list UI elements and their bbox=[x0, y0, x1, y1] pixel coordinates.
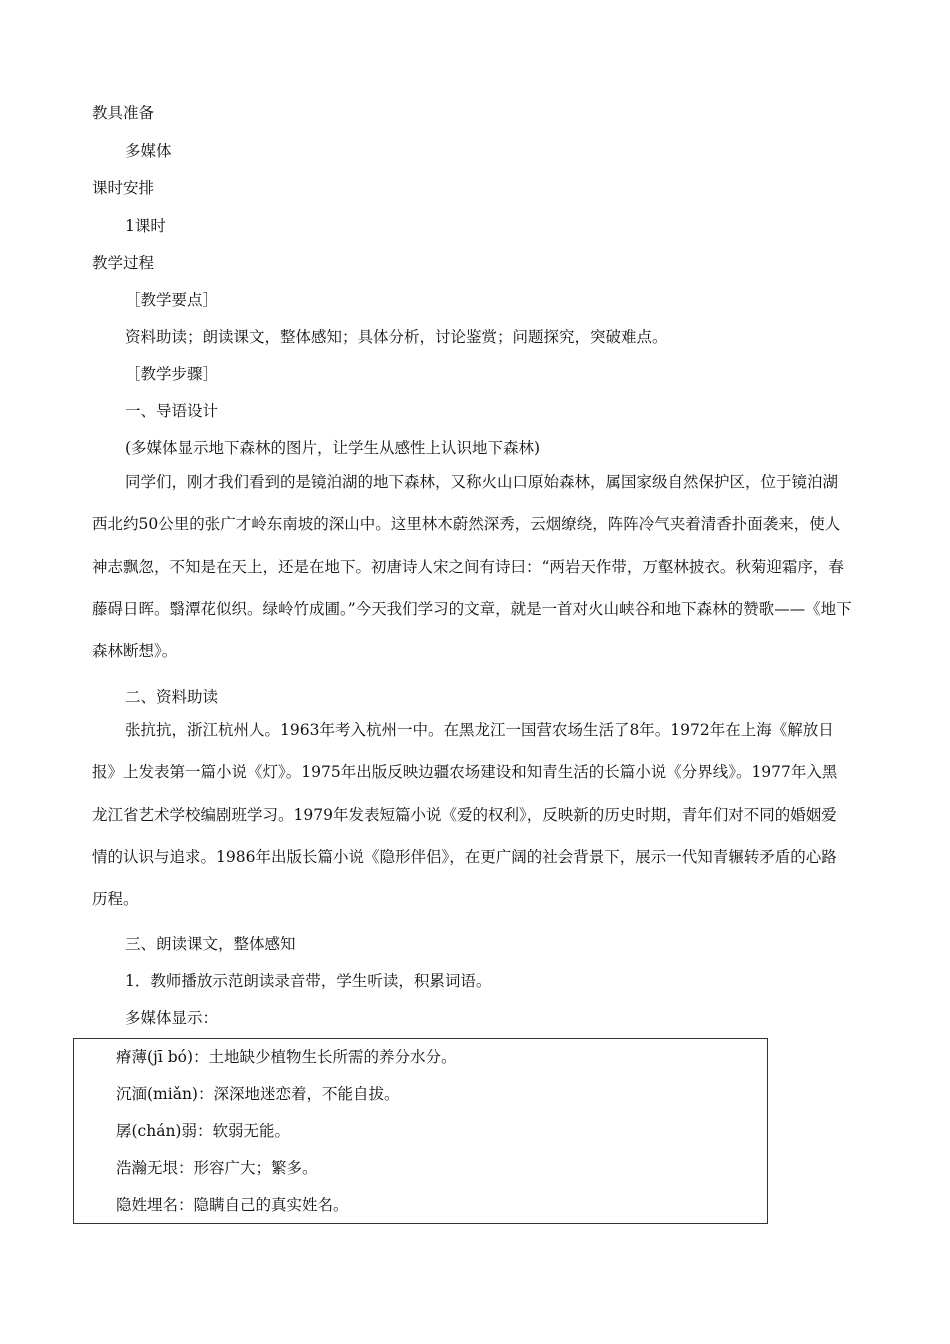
tools-heading: 教具准备 bbox=[92, 104, 155, 122]
key-points-label: ［教学要点］ bbox=[125, 291, 219, 309]
key-points-text: 资料助读；朗读课文，整体感知；具体分析，讨论鉴赏；问题探究，突破难点。 bbox=[125, 328, 668, 346]
vocab-item: 沉湎(miǎn)：深深地迷恋着，不能自拔。 bbox=[116, 1085, 400, 1103]
process-heading: 教学过程 bbox=[92, 254, 155, 272]
step3-item1: 1．教师播放示范朗读录音带，学生听读，积累词语。 bbox=[125, 972, 492, 990]
step1-title: 一、导语设计 bbox=[125, 402, 219, 420]
hours-heading: 课时安排 bbox=[92, 179, 155, 197]
vocab-item: 瘠薄(jī bó)：土地缺少植物生长所需的养分水分。 bbox=[116, 1048, 457, 1066]
step2-paragraph bbox=[92, 709, 852, 920]
step1-paragraph bbox=[92, 461, 852, 672]
step3-title: 三、朗读课文，整体感知 bbox=[125, 935, 296, 953]
media-label: 多媒体显示： bbox=[125, 1009, 219, 1027]
tools-value: 多媒体 bbox=[125, 142, 172, 160]
vocab-item: 隐姓埋名：隐瞒自己的真实姓名。 bbox=[116, 1196, 349, 1214]
vocab-item: 浩瀚无垠：形容广大；繁多。 bbox=[116, 1159, 318, 1177]
hours-value: 1课时 bbox=[125, 217, 166, 235]
steps-label: ［教学步骤］ bbox=[125, 365, 219, 383]
step1-paragraph-text: 同学们，刚才我们看到的是镜泊湖的地下森林，又称火山口原始森林，属国家级自然保护区，位于镜泊湖西北约50公里的张广才岭东南坡的深山中。这里林木蔚然深秀，云烟缭绕，阵阵冷气夹着清香扑面袭来，使人神志飘忽，不知是在天上，还是在地下。初唐诗人宋之间有诗曰：“两岩天作带，万壑林披衣。秋菊迎霜序，春藤碍日晖。翳潭花似织。绿岭竹成圃。”今天我们学习的文章，就是一首对火山峡谷和地下森林的赞歌——《地下森林断想》。 bbox=[92, 473, 852, 661]
step1-note: (多媒体显示地下森林的图片，让学生从感性上认识地下森林) bbox=[125, 439, 541, 457]
step2-paragraph-text: 张抗抗，浙江杭州人。1963年考入杭州一中。在黑龙江一国营农场生活了8年。1972年在上海《解放日报》上发表第一篇小说《灯》。1975年出版反映边疆农场建设和知青生活的长篇小说《分界线》。1977年入黑龙江省艺术学校编剧班学习。1979年发表短篇小说《爱的权利》，反映新的历史时期，青年们对不同的婚姻爱情的认识与追求。1986年出版长篇小说《隐形伴侣》，在更广阔的社会背景下，展示一代知青辗转矛盾的心路历程。 bbox=[92, 721, 838, 909]
vocab-box bbox=[73, 1038, 768, 1224]
vocab-item: 孱(chán)弱：软弱无能。 bbox=[116, 1122, 290, 1140]
step2-title: 二、资料助读 bbox=[125, 688, 219, 706]
